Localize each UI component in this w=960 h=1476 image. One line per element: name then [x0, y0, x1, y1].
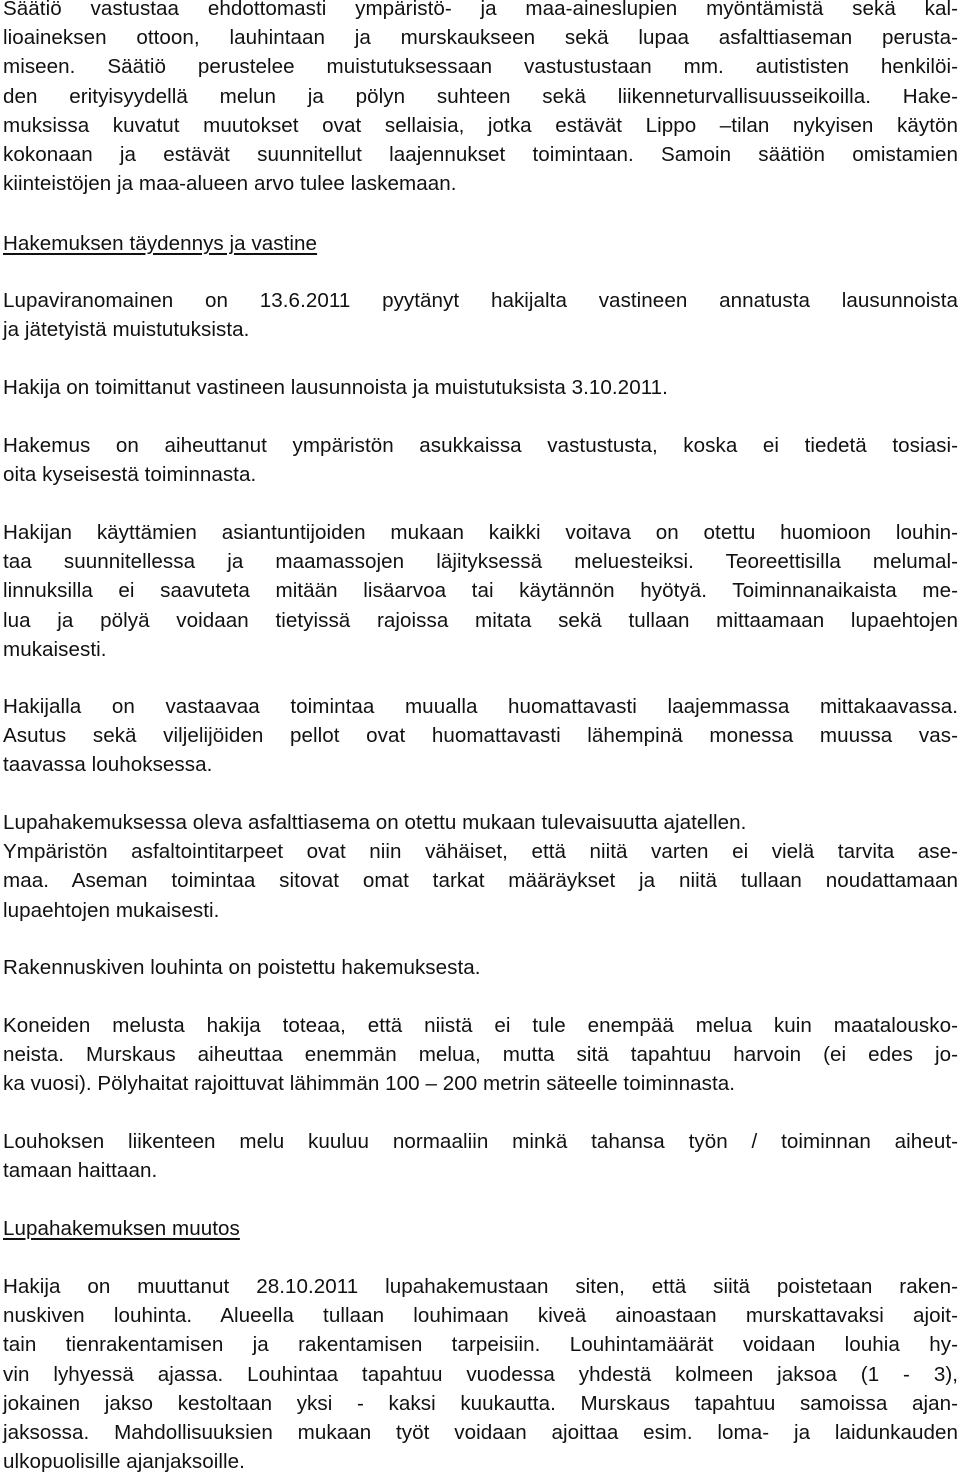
- text-line: lioaineksen ottoon, lauhintaan ja murskaukseen sekä lupaa asfalttiaseman perusta-: [3, 26, 958, 50]
- text-line: Rakennuskiven louhinta on poistettu hakemuksesta.: [3, 956, 481, 979]
- text-line: jaksossa. Mahdollisuuksien mukaan työt voidaan ajoittaa esim. loma- ja laidunkauden: [3, 1420, 958, 1444]
- paragraph: [3, 0, 958, 198]
- text-line: Hakijalla on vastaavaa toimintaa muualla huomattavasti laajemmassa mittakaavassa.: [3, 695, 958, 718]
- text-line: kokonaan ja estävät suunnitellut laajennukset toimintaan. Samoin säätiön omistamien: [3, 142, 958, 166]
- text-line: mukaisesti.: [3, 637, 107, 661]
- text-line: taa suunnitellessa ja maamassojen läjityksessä meluesteiksi. Teoreettisilla melumal-: [3, 550, 958, 574]
- text-line: neista. Murskaus aiheuttaa enemmän melua, mutta sitä tapahtuu harvoin (ei edes jo-: [3, 1043, 958, 1067]
- text-line: Hakija on toimittanut vastineen lausunnoista ja muistutuksista 3.10.2011.: [3, 376, 668, 399]
- text-line: linnuksilla ei saavuteta mitään lisäarvoa tai käytännön hyötyä. Toiminnanaikaista me-: [3, 579, 958, 603]
- text-line: jokainen jakso kestoltaan yksi - kaksi kuukautta. Murskaus tapahtuu samoissa ajan-: [3, 1391, 958, 1415]
- text-line: Hakemus on aiheuttanut ympäristön asukkaissa vastustusta, koska ei tiedetä tosiasi-: [3, 434, 958, 457]
- paragraph: [3, 808, 958, 925]
- paragraph: [3, 286, 958, 344]
- text-line: oita kyseisestä toiminnasta.: [3, 463, 257, 487]
- paragraph: [3, 953, 958, 982]
- text-line: Säätiö vastustaa ehdottomasti ympäristö- ja maa-aineslupien myöntämistä sekä kal-: [3, 0, 958, 20]
- paragraph: [3, 692, 958, 780]
- section-heading: [3, 1214, 958, 1243]
- text-line: maa. Aseman toimintaa sitovat omat tarkat määräykset ja niitä tullaan noudattamaan: [3, 869, 958, 893]
- text-line: kiinteistöjen ja maa-alueen arvo tulee laskemaan.: [3, 172, 457, 196]
- text-line: nuskiven louhinta. Alueella tullaan louhimaan kiveä ainoastaan murskattavaksi ajoit-: [3, 1304, 958, 1328]
- text-line: Asutus sekä viljelijöiden pellot ovat huomattavasti lähempinä monessa muussa vas-: [3, 724, 958, 748]
- text-line: miseen. Säätiö perustelee muistutuksessaan vastustustaan mm. autististen henkilöi-: [3, 55, 958, 79]
- text-line: Hakijan käyttämien asiantuntijoiden mukaan kaikki voitava on otettu huomioon louhin-: [3, 521, 958, 544]
- paragraph: [3, 373, 958, 402]
- text-line: vin lyhyessä ajassa. Louhintaa tapahtuu vuodessa yhdestä kolmeen jaksoa (1 - 3),: [3, 1362, 958, 1386]
- text-line: lupaehtojen mukaisesti.: [3, 898, 220, 922]
- text-line: ja jätetyistä muistutuksista.: [3, 318, 250, 342]
- text-line: Lupaviranomainen on 13.6.2011 pyytänyt hakijalta vastineen annatusta lausunnoista: [3, 289, 958, 312]
- paragraph: [3, 1272, 958, 1476]
- text-line: Ympäristön asfaltointitarpeet ovat niin vähäiset, että niitä varten ei vielä tarvita ase-: [3, 840, 958, 864]
- text-line: Lupahakemuksessa oleva asfalttiasema on otettu mukaan tulevaisuutta ajatellen.: [3, 811, 747, 834]
- text-line: Louhoksen liikenteen melu kuuluu normaaliin minkä tahansa työn / toiminnan aiheut-: [3, 1130, 958, 1153]
- text-line: ulkopuolisille ajanjaksoille.: [3, 1450, 245, 1474]
- heading-text: Hakemuksen täydennys ja vastine: [3, 232, 318, 255]
- text-line: tain tienrakentamisen ja rakentamisen tarpeisiin. Louhintamäärät voidaan louhia hy-: [3, 1333, 958, 1357]
- section-heading: [3, 229, 958, 258]
- heading-text: Lupahakemuksen muutos: [3, 1217, 240, 1240]
- text-line: Hakija on muuttanut 28.10.2011 lupahakemustaan siten, että siitä poistetaan raken-: [3, 1275, 958, 1298]
- text-line: muksissa kuvatut muutokset ovat sellaisia, jotka estävät Lippo –tilan nykyisen käytön: [3, 113, 958, 137]
- text-line: lua ja pölyä voidaan tietyissä rajoissa mitata sekä tullaan mittaamaan lupaehtojen: [3, 608, 958, 632]
- text-line: taavassa louhoksessa.: [3, 753, 213, 777]
- paragraph: [3, 1011, 958, 1099]
- text-line: ka vuosi). Pölyhaitat rajoittuvat lähimmän 100 – 200 metrin säteelle toiminnasta.: [3, 1072, 736, 1096]
- text-line: Koneiden melusta hakija toteaa, että niistä ei tule enempää melua kuin maatalousko-: [3, 1014, 958, 1037]
- text-line: den erityisyydellä melun ja pölyn suhteen sekä liikenneturvallisuusseikoilla. Hake-: [3, 84, 958, 108]
- paragraph: [3, 518, 958, 664]
- paragraph: [3, 431, 958, 489]
- paragraph: [3, 1127, 958, 1185]
- text-line: tamaan haittaan.: [3, 1159, 158, 1183]
